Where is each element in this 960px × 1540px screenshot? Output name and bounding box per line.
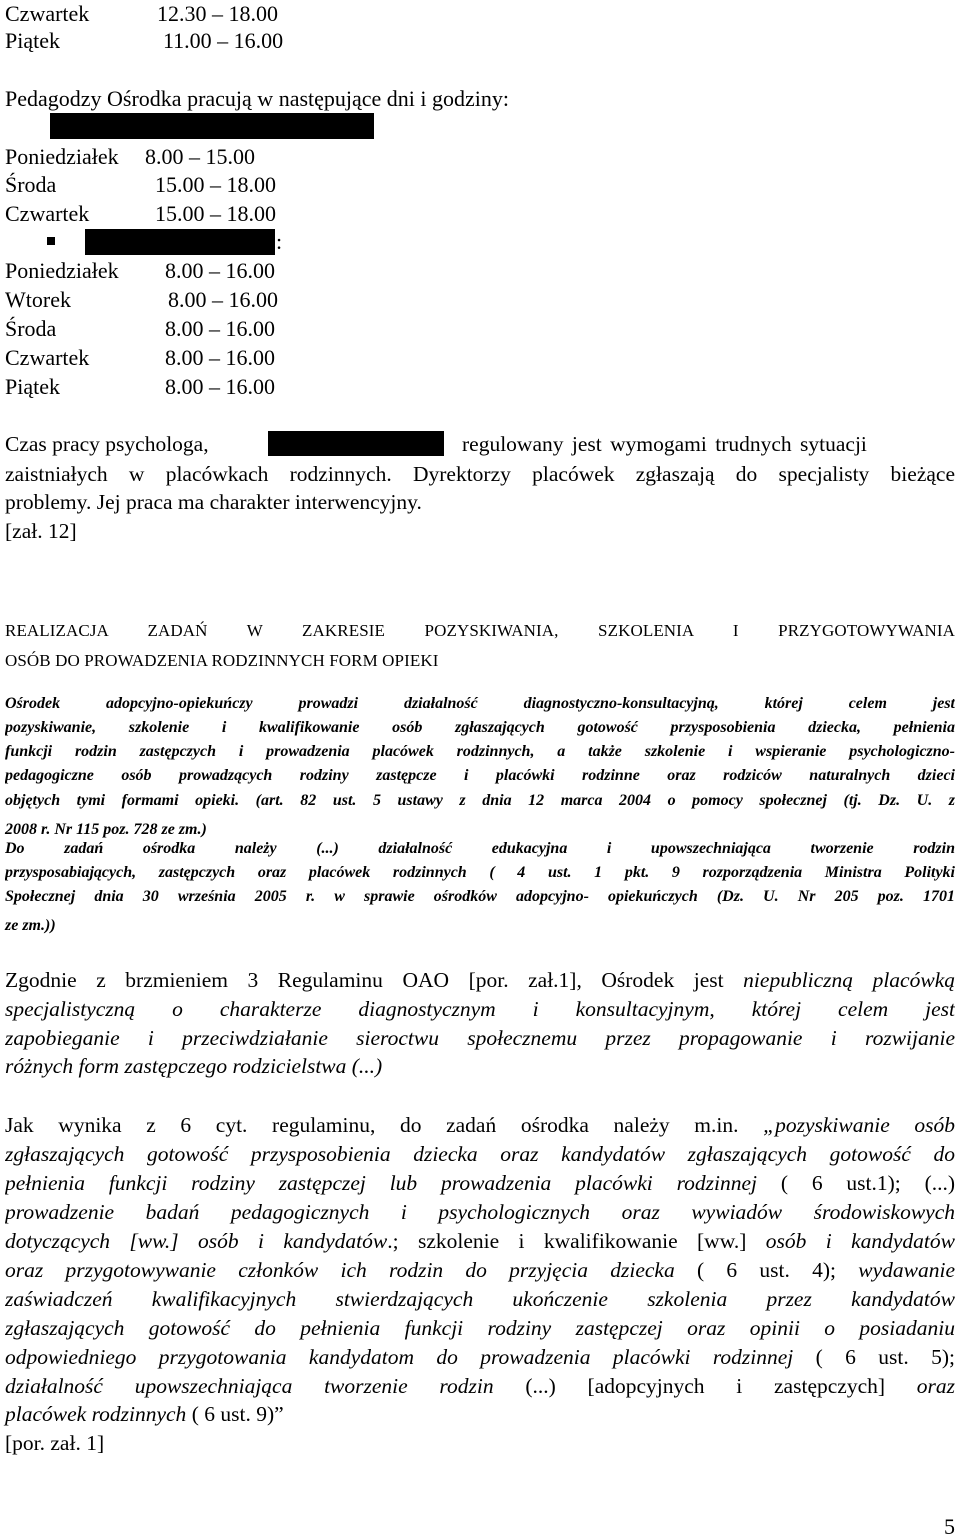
bullet-icon bbox=[47, 237, 55, 245]
cyt-line-9 bbox=[5, 1343, 955, 1372]
schedule-hours: 8.00 – 16.00 bbox=[165, 345, 275, 370]
reg-italic: niepubliczną placówką bbox=[743, 968, 955, 992]
cyt-italic: oraz przygotowywanie członków ich rodzin do przyjęcia dziecka bbox=[5, 1258, 675, 1282]
schedule-day: Środa bbox=[5, 316, 57, 341]
schedule-row bbox=[5, 257, 275, 284]
cyt-line-4: prowadzenie badań pedagogicznych i psychologicznych oraz wywiadów środowiskowych bbox=[5, 1200, 955, 1224]
cyt-text: [ww.] bbox=[697, 1229, 747, 1253]
schedule-day: Czwartek bbox=[5, 201, 90, 226]
cyt-line-3 bbox=[5, 1169, 955, 1198]
cyt-text: ( 6 ust. 9)” bbox=[186, 1402, 284, 1426]
cyt-italic: dotyczących [ww.] osób i kandydatów bbox=[5, 1229, 388, 1253]
cyt-line-5 bbox=[5, 1227, 955, 1256]
schedule-hours: 8.00 – 16.00 bbox=[168, 287, 278, 312]
schedule-row bbox=[5, 373, 275, 400]
reg-line-1 bbox=[5, 966, 955, 995]
schedule-row bbox=[5, 0, 278, 27]
schedule-hours: 12.30 – 18.00 bbox=[157, 1, 278, 26]
cyt-line-7: zaświadczeń kwalifikacyjnych stwierdzających ukończenie szkolenia przez kandydatów bbox=[5, 1287, 955, 1311]
schedule-hours: 15.00 – 18.00 bbox=[155, 172, 276, 197]
cyt-text: .; szkolenie i kwalifikowanie bbox=[387, 1229, 698, 1253]
quote-line: ze zm.)) bbox=[5, 917, 56, 934]
cyt-line-11 bbox=[5, 1401, 284, 1428]
cyt-italic: oraz bbox=[916, 1374, 955, 1398]
section-heading-line-2: OSÓB DO PROWADZENIA RODZINNYCH FORM OPIEKI bbox=[5, 651, 439, 670]
schedule-hours: 8.00 – 16.00 bbox=[165, 374, 275, 399]
cyt-text: ( 6 ust. 4); bbox=[674, 1258, 859, 1282]
schedule-row bbox=[5, 200, 276, 227]
cyt-line-2: zgłaszających gotowość przysposobienia dziecka oraz kandydatów zgłaszających gotowość do bbox=[5, 1142, 955, 1166]
schedule-row bbox=[5, 27, 283, 54]
cyt-italic: wydawanie bbox=[858, 1258, 955, 1282]
schedule-day: Czwartek bbox=[5, 345, 90, 370]
cyt-italic: placówek rodzinnych bbox=[5, 1402, 187, 1426]
quote-line: objętych tymi formami opieki. (art. 82 ust. 5 ustawy z dnia 12 marca 2004 o pomocy społecznej (tj. Dz. U. z bbox=[5, 792, 955, 809]
schedule-row bbox=[5, 344, 275, 371]
schedule-hours: 8.00 – 16.00 bbox=[165, 316, 275, 341]
quote-line: 2008 r. Nr 115 poz. 728 ze zm.) bbox=[5, 821, 207, 838]
cyt-italic: pełnienia funkcji rodziny zastępczej lub prowadzenia placówki rodzinnej bbox=[5, 1171, 757, 1195]
cyt-text: (...) [adopcyjnych i zastępczych] bbox=[493, 1374, 917, 1398]
cyt-line-1 bbox=[5, 1111, 955, 1140]
quote-line: funkcji rodzin zastępczych i prowadzenia placówek rodzinnych, a także szkolenie i wspieranie psychologiczno- bbox=[5, 743, 955, 760]
quote-line: pedagogiczne osób prowadzących rodziny zastępcze i placówki rodzinne oraz rodziców naturalnych dzieci bbox=[5, 767, 955, 784]
cyt-text: ( 6 ust.1); (...) bbox=[757, 1171, 955, 1195]
annex-ref: [por. zał. 1] bbox=[5, 1431, 105, 1455]
schedule-day: Poniedziałek bbox=[5, 258, 119, 283]
section-heading-line-1: REALIZACJA ZADAŃ W ZAKRESIE POZYSKIWANIA, SZKOLENIA I PRZYGOTOWYWANIA bbox=[5, 621, 955, 640]
schedule-hours: 8.00 – 15.00 bbox=[145, 144, 255, 169]
psych-line-3: problemy. Jej praca ma charakter interwencyjny. bbox=[5, 490, 422, 514]
reg-line-2: specjalistyczną o charakterze diagnostycznym i konsultacyjnym, której celem jest bbox=[5, 997, 955, 1021]
cyt-italic: „pozyskiwanie osób bbox=[763, 1113, 955, 1137]
pedagogues-intro: Pedagodzy Ośrodka pracują w następujące dni i godziny: bbox=[5, 86, 510, 111]
cyt-italic: osób i kandydatów bbox=[746, 1229, 955, 1253]
cyt-text: Jak wynika z 6 cyt. regulaminu, do zadań ośrodka należy m.in. bbox=[5, 1113, 764, 1137]
bullet-colon: : bbox=[276, 229, 283, 254]
schedule-row bbox=[5, 171, 276, 198]
schedule-row bbox=[5, 315, 275, 342]
cyt-text: ( 6 ust. 5); bbox=[793, 1345, 955, 1369]
schedule-day: Środa bbox=[5, 172, 57, 197]
quote-line: Ośrodek adopcyjno-opiekuńczy prowadzi działalność diagnostyczno-konsultacyjną, której celem jest bbox=[5, 695, 955, 712]
schedule-hours: 8.00 – 16.00 bbox=[165, 258, 275, 283]
cyt-italic: działalność upowszechniająca tworzenie rodzin bbox=[5, 1374, 494, 1398]
quote-line: przysposabiających, zastępczych oraz placówek rodzinnych ( 4 ust. 1 pkt. 9 rozporządzenia Ministra Polityki bbox=[5, 864, 955, 881]
cyt-line-10 bbox=[5, 1372, 955, 1401]
page-number: 5 bbox=[944, 1514, 955, 1539]
schedule-day: Wtorek bbox=[5, 287, 71, 312]
annex-ref: [zał. 12] bbox=[5, 519, 77, 543]
cyt-line-8: zgłaszających gotowość do pełnienia funkcji rodziny zastępczej oraz opinii o posiadaniu bbox=[5, 1316, 955, 1340]
reg-line-3: zapobieganie i przeciwdziałanie sieroctwu społecznemu przez propagowanie i rozwijanie bbox=[5, 1026, 955, 1050]
reg-line-4: różnych form zastępczego rodzicielstwa (...) bbox=[5, 1054, 383, 1078]
schedule-day: Czwartek bbox=[5, 1, 90, 26]
reg-text: Zgodnie z brzmieniem 3 Regulaminu OAO [por. zał.1], Ośrodek jest bbox=[5, 968, 744, 992]
schedule-row bbox=[5, 143, 255, 170]
quote-line: Społecznej dnia 30 września 2005 r. w sprawie ośrodków adopcyjno- opiekuńczych (Dz. U. Nr 205 poz. 1701 bbox=[5, 888, 955, 905]
cyt-line-6 bbox=[5, 1256, 955, 1285]
psych-line-1a: Czas pracy psychologa, bbox=[5, 432, 209, 456]
redaction-bar bbox=[50, 113, 374, 139]
schedule-hours: 15.00 – 18.00 bbox=[155, 201, 276, 226]
psych-line-1b: regulowany jest wymogami trudnych sytuacji bbox=[462, 432, 867, 456]
schedule-day: Piątek bbox=[5, 28, 60, 53]
redaction-bar bbox=[268, 431, 444, 456]
quote-line: Do zadań ośrodka należy (...) działalność edukacyjna i upowszechniająca tworzenie rodzin bbox=[5, 840, 955, 857]
cyt-italic: odpowiedniego przygotowania kandydatom do prowadzenia placówki rodzinnej bbox=[5, 1345, 794, 1369]
redaction-bar bbox=[85, 229, 275, 255]
schedule-day: Piątek bbox=[5, 374, 60, 399]
schedule-day: Poniedziałek bbox=[5, 144, 119, 169]
quote-line: pozyskiwanie, szkolenie i kwalifikowanie osób zgłaszających gotowość przysposobienia dziecka, pełnienia bbox=[5, 719, 955, 736]
psych-line-2: zaistniałych w placówkach rodzinnych. Dyrektorzy placówek zgłaszają do specjalisty bieżące bbox=[5, 462, 955, 486]
schedule-hours: 11.00 – 16.00 bbox=[163, 28, 284, 53]
schedule-row bbox=[5, 286, 278, 313]
